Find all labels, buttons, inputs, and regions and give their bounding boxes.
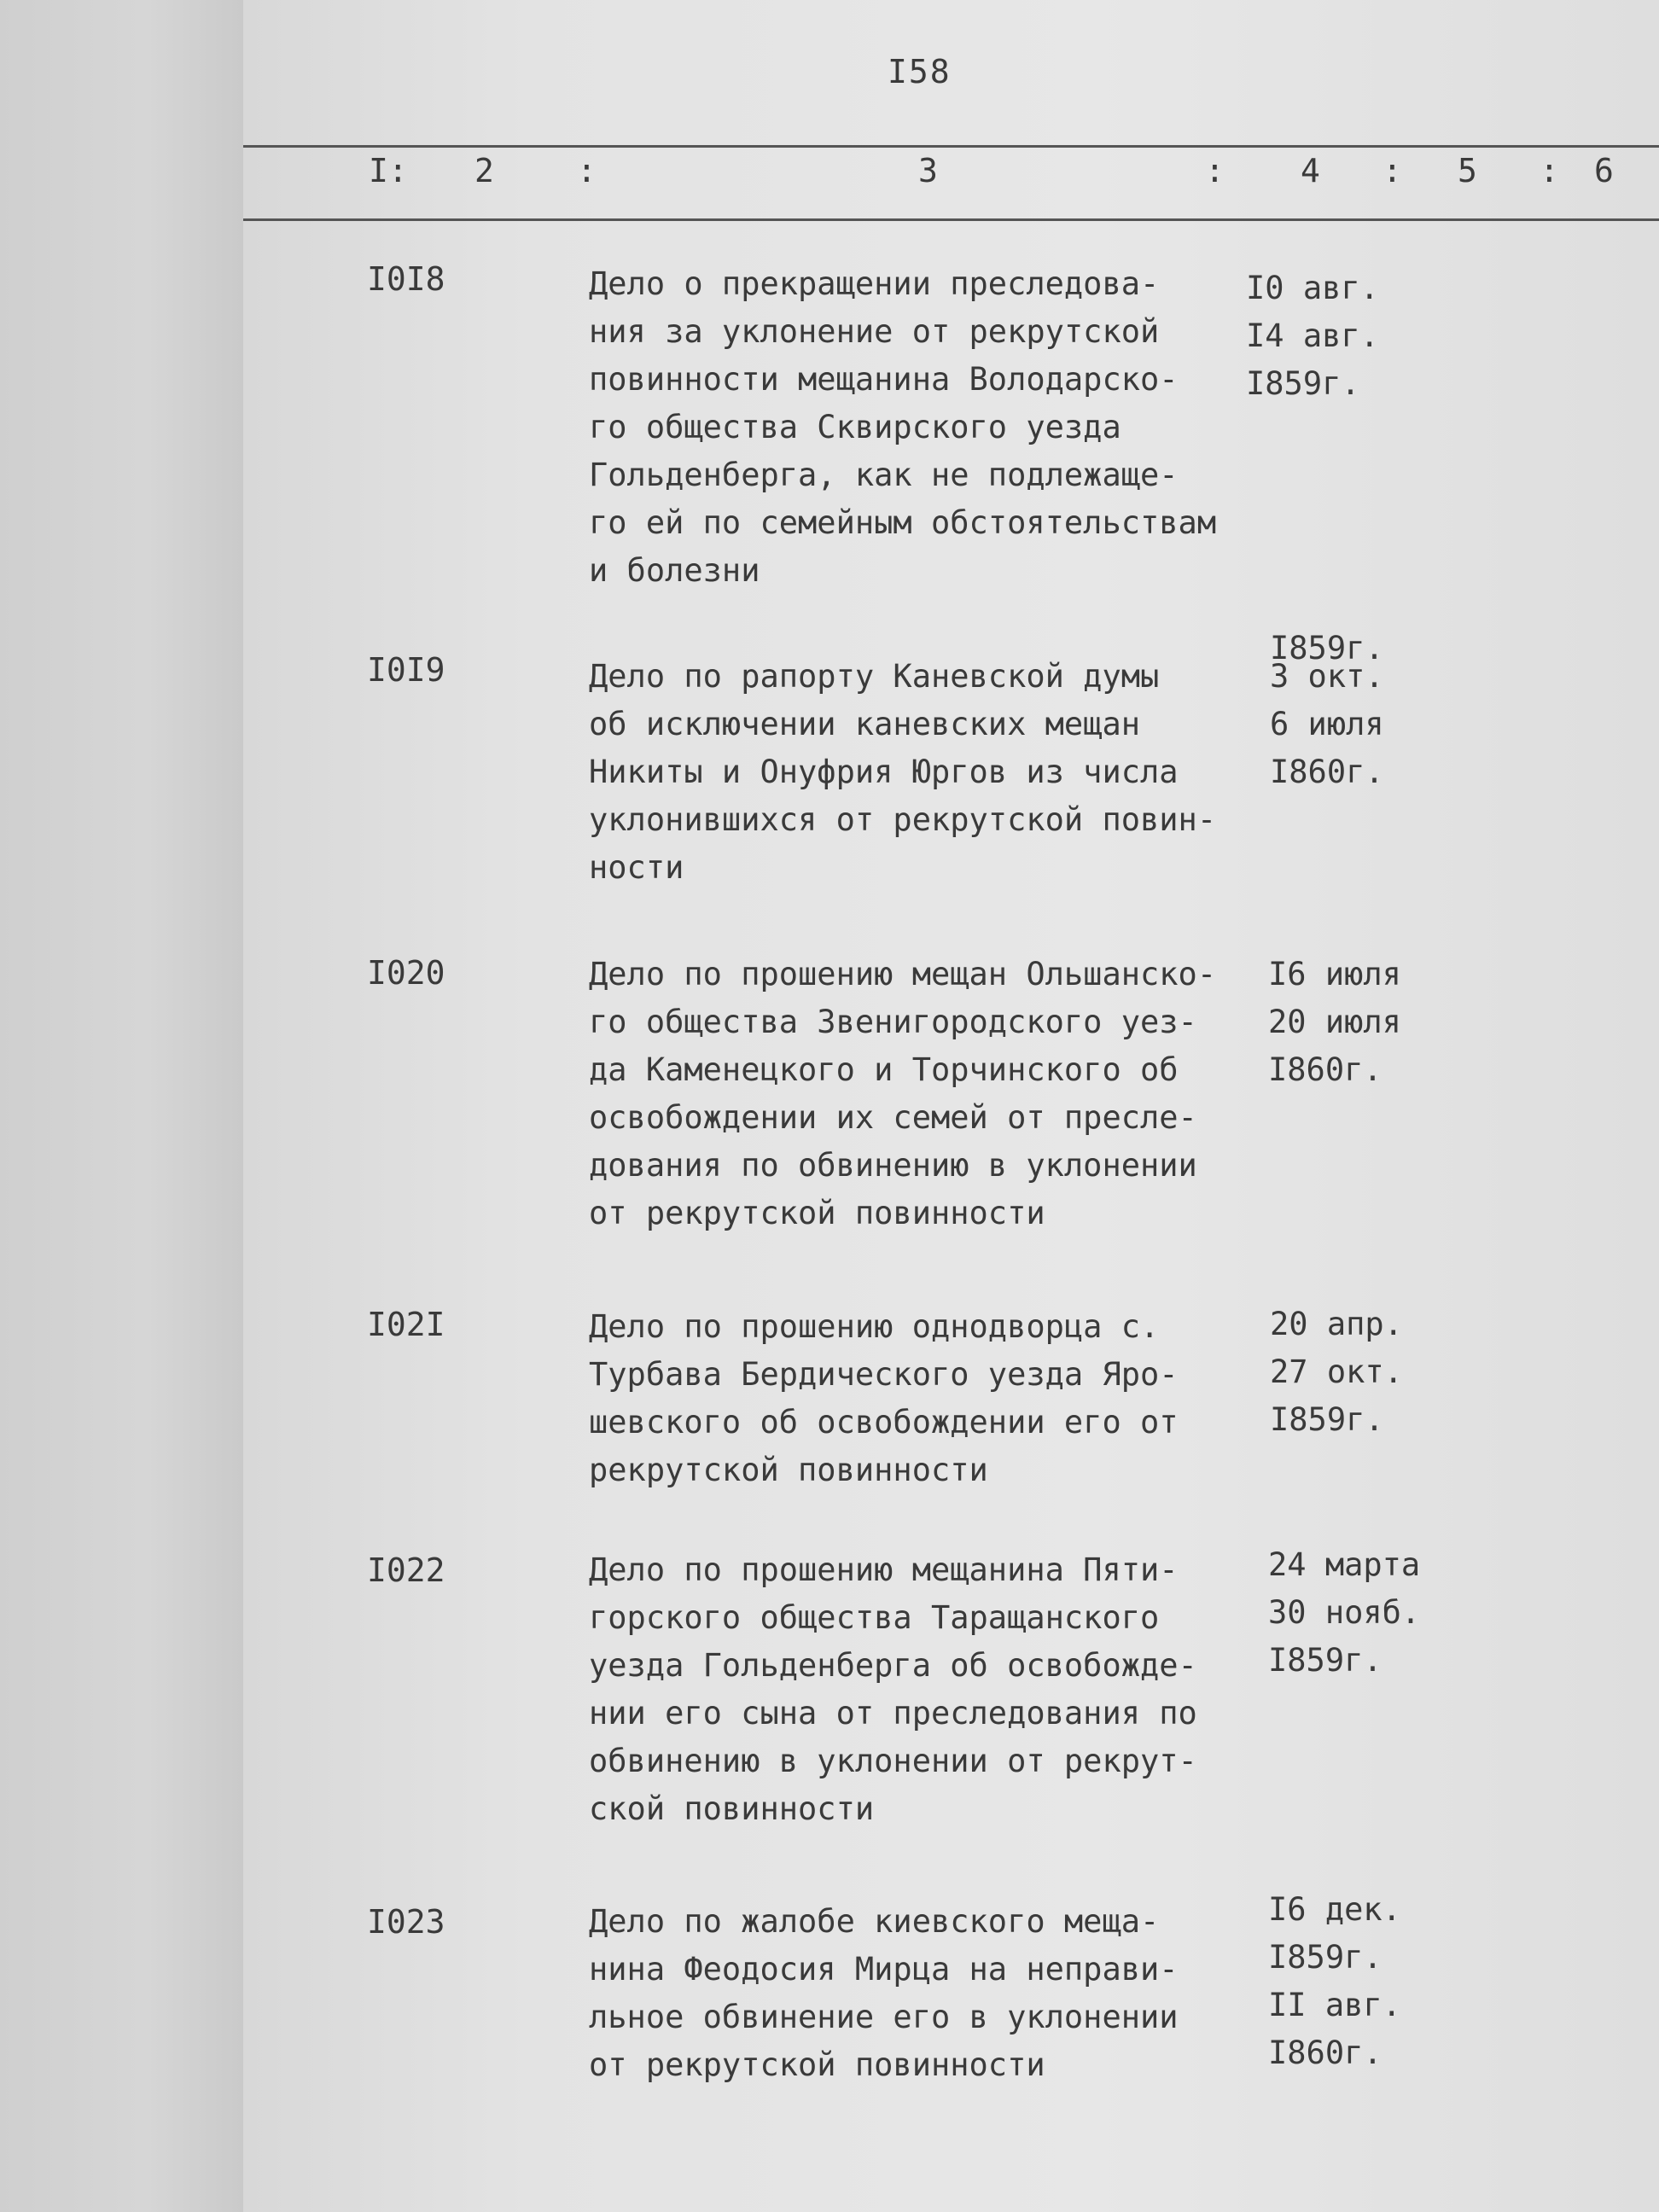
description-line: нина Феодосия Мирца на неправи- (589, 1951, 1179, 1988)
date-line: I859г. (1246, 365, 1360, 402)
date-line: 3 окт. (1270, 658, 1384, 695)
header-top-rule (243, 145, 1659, 148)
description-line: освобождении их семей от пресле- (589, 1099, 1197, 1136)
description-line: повинности мещанина Володарско- (589, 361, 1179, 398)
description-line: от рекрутской повинности (589, 2046, 1045, 2083)
description-line: Дело по рапорту Каневской думы (589, 658, 1160, 695)
column-separator: : (577, 152, 597, 189)
date-line: 24 марта (1268, 1546, 1421, 1583)
description-line: дования по обвинению в уклонении (589, 1147, 1197, 1184)
date-line: I0 авг. (1246, 270, 1379, 306)
case-dates (1268, 1541, 1420, 1685)
case-number: I020 (367, 954, 445, 992)
date-line: I860г. (1268, 1051, 1382, 1088)
date-line: I859г. (1268, 1939, 1382, 1976)
case-dates (1270, 653, 1384, 796)
description-line: и болезни (589, 552, 760, 589)
description-line: Дело по прошению однодворца с. (589, 1308, 1160, 1345)
case-dates (1268, 951, 1401, 1094)
description-line: да Каменецкого и Торчинского об (589, 1051, 1179, 1088)
case-description (589, 951, 1272, 1237)
date-line: 20 апр. (1270, 1306, 1403, 1342)
case-dates (1270, 1301, 1403, 1444)
column-header-3: 3 (918, 152, 938, 189)
column-header-4: 4 (1301, 152, 1320, 189)
description-line: льное обвинение его в уклонении (589, 1999, 1179, 2035)
description-line: уклонившихся от рекрутской повин- (589, 801, 1217, 838)
date-line: 30 нояб. (1268, 1594, 1421, 1631)
case-dates (1246, 265, 1379, 408)
case-description (589, 260, 1272, 595)
description-line: ской повинности (589, 1790, 875, 1827)
description-line: ности (589, 849, 684, 886)
description-line: Турбава Бердического уезда Яро- (589, 1356, 1179, 1393)
column-header-5: 5 (1458, 152, 1477, 189)
description-line: Дело о прекращении преследова- (589, 265, 1160, 302)
description-line: Гольденберга, как не подлежаще- (589, 457, 1179, 493)
column-header-1: I: (369, 152, 408, 189)
date-line: I859г. (1268, 1642, 1382, 1679)
column-separator: : (1540, 152, 1559, 189)
case-description (589, 653, 1272, 892)
description-line: горского общества Таращанского (589, 1599, 1160, 1636)
case-number: I0I8 (367, 260, 445, 298)
date-line: I6 июля (1268, 956, 1401, 992)
description-line: уезда Гольденберга об освобожде- (589, 1647, 1197, 1684)
description-line: Дело по прошению мещан Ольшанско- (589, 956, 1217, 992)
case-number: I023 (367, 1903, 445, 1941)
page-number: I58 (888, 53, 952, 90)
column-header-2: 2 (474, 152, 494, 189)
description-line: го ей по семейным обстоятельствам (589, 504, 1217, 541)
case-description (589, 1898, 1272, 2089)
column-separator: : (1205, 152, 1225, 189)
date-line: I6 дек. (1268, 1891, 1401, 1928)
description-line: обвинению в уклонении от рекрут- (589, 1743, 1197, 1779)
description-line: об исключении каневских мещан (589, 706, 1141, 742)
case-number: I022 (367, 1551, 445, 1589)
date-line: I860г. (1270, 754, 1384, 790)
case-description (589, 1303, 1272, 1494)
date-line: I4 авг. (1246, 317, 1379, 354)
description-line: от рекрутской повинности (589, 1195, 1045, 1231)
case-dates (1268, 1886, 1401, 2077)
date-line: 20 июля (1268, 1004, 1401, 1040)
description-line: рекрутской повинности (589, 1452, 988, 1488)
date-line: II авг. (1268, 1987, 1401, 2023)
description-line: Дело по прошению мещанина Пяти- (589, 1551, 1179, 1588)
description-line: го общества Звенигородского уез- (589, 1004, 1197, 1040)
adjacent-page-edge (0, 0, 243, 2212)
column-separator: : (1382, 152, 1402, 189)
date-line: 6 июля (1270, 706, 1384, 742)
description-line: ния за уклонение от рекрутской (589, 313, 1160, 350)
description-line: Дело по жалобе киевского меща- (589, 1903, 1160, 1940)
header-bottom-rule (243, 218, 1659, 221)
description-line: нии его сына от преследования по (589, 1695, 1197, 1732)
date-line: I859г. (1270, 1401, 1384, 1438)
description-line: го общества Сквирского уезда (589, 409, 1121, 445)
description-line: шевского об освобождении его от (589, 1404, 1179, 1441)
description-line: Никиты и Онуфрия Юргов из числа (589, 754, 1179, 790)
case-year: I859г. (1270, 630, 1384, 667)
date-line: I860г. (1268, 2034, 1382, 2071)
date-line: 27 окт. (1270, 1353, 1403, 1390)
column-header-6: 6 (1594, 152, 1614, 189)
case-description (589, 1546, 1272, 1833)
case-number: I02I (367, 1306, 445, 1343)
case-number: I0I9 (367, 651, 445, 689)
